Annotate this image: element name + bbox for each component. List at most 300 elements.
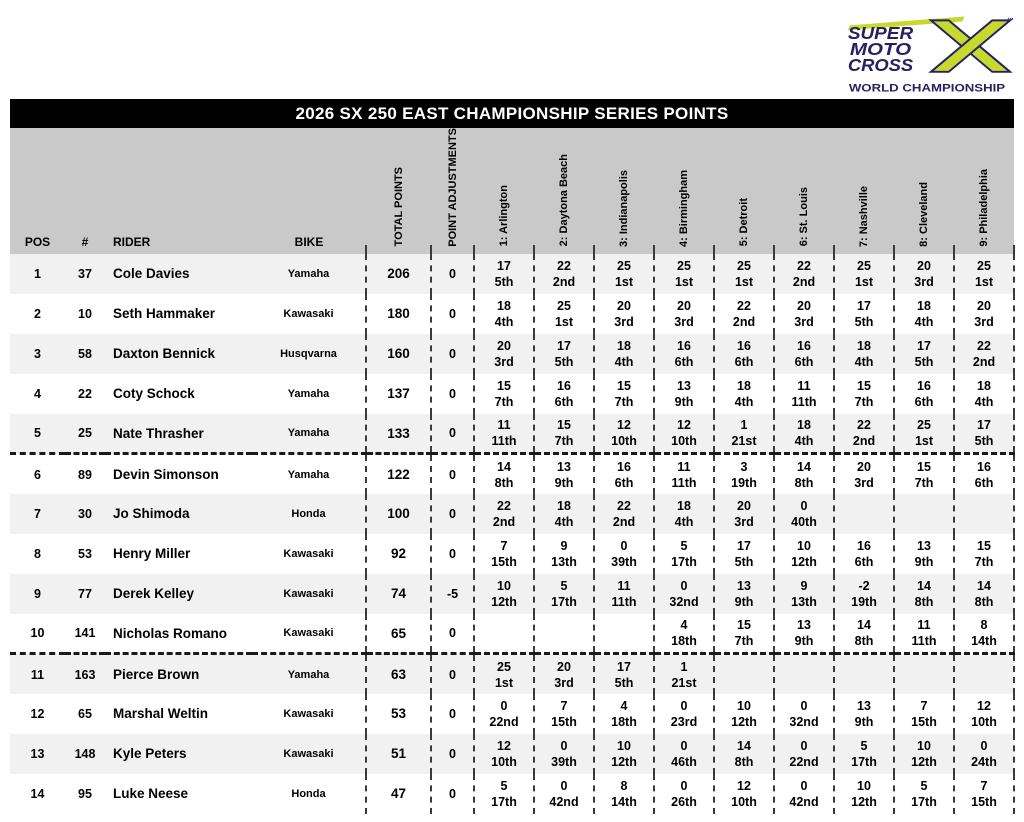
race-points: 14 xyxy=(977,578,991,593)
race-result-cell xyxy=(474,334,534,374)
race-finish: 9th xyxy=(854,714,874,729)
bike-cell: Yamaha xyxy=(287,668,330,681)
rider-row xyxy=(10,454,1014,494)
rider-row xyxy=(10,294,1014,334)
race-finish: 2nd xyxy=(612,514,636,529)
race-result-cell xyxy=(534,734,594,774)
race-points: 10 xyxy=(497,578,511,593)
number-cell: 25 xyxy=(65,414,105,454)
total-points-cell: 180 xyxy=(366,294,431,334)
race-result-cell xyxy=(714,574,774,614)
race-result-cell xyxy=(834,374,894,414)
race-result-cell xyxy=(594,454,654,494)
race-finish: 8th xyxy=(794,475,814,490)
pos-cell: 13 xyxy=(30,746,45,761)
total-points-cell: 137 xyxy=(366,374,431,414)
race-result-cell xyxy=(654,694,714,734)
race-finish: 17th xyxy=(911,794,937,809)
race-finish: 17th xyxy=(491,794,517,809)
race-finish: 10th xyxy=(671,434,697,449)
rider-cell: Seth Hammaker xyxy=(113,306,216,322)
race-result-cell xyxy=(954,774,1014,814)
pos-cell: 2 xyxy=(34,306,41,321)
race-result-cell xyxy=(654,574,714,614)
race-points: 18 xyxy=(677,498,691,513)
race-result-cell xyxy=(474,494,534,534)
race-finish: 15th xyxy=(491,554,517,569)
pos-cell: 9 xyxy=(34,586,41,601)
race-points: 11 xyxy=(677,459,691,474)
race-points: 7 xyxy=(500,538,508,553)
race-finish: 9th xyxy=(794,634,814,649)
race-points: 0 xyxy=(800,738,808,753)
race-result-cell xyxy=(954,454,1014,494)
total-points-cell: 92 xyxy=(366,534,431,574)
race-finish: 6th xyxy=(914,394,934,409)
rider-row xyxy=(10,334,1014,374)
race-finish: 9th xyxy=(734,594,754,609)
round-header xyxy=(894,128,954,254)
race-finish: 4th xyxy=(794,434,814,449)
race-finish: 13th xyxy=(551,554,577,569)
race-result-cell xyxy=(834,334,894,374)
bike-cell: Honda xyxy=(291,787,326,800)
race-finish: 10th xyxy=(491,754,517,769)
race-result-cell xyxy=(894,654,954,694)
bike-cell: Kawasaki xyxy=(283,547,334,560)
race-finish: 12th xyxy=(911,754,937,769)
race-finish: 17th xyxy=(851,754,877,769)
race-points: 18 xyxy=(917,298,931,313)
point-adjustments-header-label: POINT ADJUSTMENTS xyxy=(446,128,459,247)
race-points: 12 xyxy=(677,418,691,433)
race-finish: 24th xyxy=(971,754,997,769)
race-points: 11 xyxy=(617,578,631,593)
race-finish: 3rd xyxy=(554,675,574,690)
race-finish: 11th xyxy=(911,634,937,649)
race-result-cell xyxy=(714,614,774,654)
race-points: -2 xyxy=(858,578,870,593)
point-adjustments-cell: 0 xyxy=(431,294,474,334)
race-result-cell xyxy=(834,774,894,814)
race-result-cell xyxy=(834,694,894,734)
race-result-cell xyxy=(474,254,534,294)
race-result-cell xyxy=(894,694,954,734)
round-header-label: 2: Daytona Beach xyxy=(558,154,570,247)
round-header-label: 5: Detroit xyxy=(738,198,750,247)
rider-row xyxy=(10,654,1014,694)
race-points: 15 xyxy=(977,538,991,553)
pos-cell: 10 xyxy=(10,614,65,654)
rider-row xyxy=(10,574,1014,614)
race-finish: 3rd xyxy=(734,514,754,529)
race-points: 16 xyxy=(857,538,871,553)
race-finish: 7th xyxy=(914,475,934,490)
number-cell: 65 xyxy=(78,706,92,721)
number-cell: 89 xyxy=(78,467,92,482)
race-finish: 26th xyxy=(671,794,697,809)
rider-row xyxy=(10,254,1014,294)
race-finish: 5th xyxy=(914,354,934,369)
race-finish: 32nd xyxy=(669,594,699,609)
race-points: 13 xyxy=(557,459,571,474)
race-result-cell xyxy=(654,534,714,574)
rider-row xyxy=(10,494,1014,534)
point-adjustments-cell: 0 xyxy=(431,414,474,454)
race-points: 0 xyxy=(800,498,808,513)
race-points: 20 xyxy=(677,298,691,313)
race-points: 10 xyxy=(917,738,931,753)
point-adjustments-cell: 0 xyxy=(431,254,474,294)
race-points: 25 xyxy=(977,258,991,273)
point-adjustments-cell: 0 xyxy=(431,694,474,734)
number-cell: 95 xyxy=(78,786,92,801)
bike-cell: Honda xyxy=(291,507,326,520)
race-finish: 4th xyxy=(554,514,574,529)
race-result-cell xyxy=(534,614,594,654)
bike-cell: Kawasaki xyxy=(283,747,334,760)
race-result-cell xyxy=(714,534,774,574)
race-finish: 40th xyxy=(791,514,817,529)
race-result-cell xyxy=(654,774,714,814)
race-finish: 14th xyxy=(971,634,997,649)
race-finish: 4th xyxy=(494,314,514,329)
race-points: 15 xyxy=(917,459,931,474)
race-points: 11 xyxy=(917,618,931,633)
race-points: 16 xyxy=(677,338,691,353)
rider-cell: Jo Shimoda xyxy=(113,506,190,522)
race-finish: 22nd xyxy=(789,754,819,769)
race-finish: 7th xyxy=(734,634,754,649)
rider-cell: Luke Neese xyxy=(113,786,189,802)
race-points: 14 xyxy=(797,459,811,474)
bike-cell: Kawasaki xyxy=(283,587,334,600)
total-points-header-label: TOTAL POINTS xyxy=(392,167,405,247)
total-points-cell: 53 xyxy=(366,694,431,734)
race-points: 13 xyxy=(677,378,691,393)
race-result-cell xyxy=(894,534,954,574)
race-points: 17 xyxy=(977,418,991,433)
race-result-cell xyxy=(774,454,834,494)
race-result-cell xyxy=(774,494,834,534)
race-points: 5 xyxy=(860,738,868,753)
total-points-cell: 206 xyxy=(366,254,431,294)
race-points: 22 xyxy=(737,298,751,313)
race-finish: 8th xyxy=(494,475,514,490)
race-finish: 32nd xyxy=(789,714,819,729)
race-finish: 8th xyxy=(974,594,994,609)
rider-cell: Pierce Brown xyxy=(113,667,200,683)
race-result-cell xyxy=(474,774,534,814)
race-points: 17 xyxy=(737,538,751,553)
race-result-cell xyxy=(954,414,1014,454)
race-result-cell xyxy=(654,374,714,414)
race-points: 0 xyxy=(980,738,988,753)
race-points: 0 xyxy=(800,778,808,793)
race-points: 14 xyxy=(737,738,751,753)
race-result-cell xyxy=(954,534,1014,574)
race-finish: 5th xyxy=(974,434,994,449)
race-result-cell xyxy=(654,494,714,534)
number-cell: 58 xyxy=(78,346,92,361)
race-result-cell xyxy=(714,414,774,454)
race-result-cell xyxy=(834,614,894,654)
race-result-cell xyxy=(534,534,594,574)
round-header xyxy=(714,128,774,254)
pos-cell: 1 xyxy=(34,266,41,281)
race-finish: 3rd xyxy=(794,314,814,329)
race-result-cell xyxy=(594,494,654,534)
race-finish: 2nd xyxy=(972,354,996,369)
race-finish: 11th xyxy=(611,594,637,609)
race-points: 14 xyxy=(917,578,931,593)
race-finish: 8th xyxy=(914,594,934,609)
race-result-cell xyxy=(714,334,774,374)
race-points: 13 xyxy=(917,538,931,553)
race-finish: 39th xyxy=(551,754,577,769)
race-result-cell xyxy=(534,414,594,454)
rider-cell: Cole Davies xyxy=(113,266,190,282)
point-adjustments-cell: 0 xyxy=(431,334,474,374)
point-adjustments-cell: 0 xyxy=(431,734,474,774)
race-result-cell xyxy=(954,614,1014,654)
race-points: 22 xyxy=(797,258,811,273)
total-points-cell: 51 xyxy=(366,734,431,774)
race-finish: 9th xyxy=(914,554,934,569)
race-points: 13 xyxy=(797,618,811,633)
round-header-label: 7: Nashville xyxy=(858,185,870,247)
race-points: 0 xyxy=(620,538,628,553)
race-result-cell xyxy=(714,454,774,494)
race-result-cell xyxy=(594,534,654,574)
race-result-cell xyxy=(714,694,774,734)
race-points: 20 xyxy=(557,659,571,674)
race-result-cell xyxy=(834,734,894,774)
pos-cell: 12 xyxy=(30,706,45,721)
race-finish: 3rd xyxy=(614,314,634,329)
race-result-cell xyxy=(774,374,834,414)
number-header: # xyxy=(65,128,105,254)
race-result-cell xyxy=(474,694,534,734)
rider-row xyxy=(10,734,1014,774)
race-result-cell xyxy=(534,294,594,334)
race-result-cell xyxy=(834,254,894,294)
race-finish: 1st xyxy=(974,274,994,289)
race-points: 25 xyxy=(737,258,751,273)
race-result-cell xyxy=(474,374,534,414)
race-finish: 12th xyxy=(791,554,817,569)
race-points: 7 xyxy=(920,698,928,713)
race-points: 7 xyxy=(560,698,568,713)
race-result-cell xyxy=(714,254,774,294)
race-result-cell xyxy=(474,654,534,694)
race-points: 15 xyxy=(617,378,631,393)
race-points: 7 xyxy=(980,778,988,793)
race-points: 18 xyxy=(737,378,751,393)
total-points-cell: 122 xyxy=(366,454,431,494)
race-result-cell xyxy=(714,294,774,334)
rider-row xyxy=(10,694,1014,734)
race-points: 22 xyxy=(857,418,871,433)
race-result-cell xyxy=(714,374,774,414)
race-finish: 2nd xyxy=(852,434,876,449)
rider-cell: Daxton Bennick xyxy=(113,346,216,362)
race-result-cell xyxy=(954,734,1014,774)
race-points: 18 xyxy=(497,298,511,313)
bike-cell: Husqvarna xyxy=(280,347,337,360)
logo-word-cross: CROSS xyxy=(847,54,914,75)
race-finish: 42nd xyxy=(549,794,579,809)
round-header-label: 1: Arlington xyxy=(498,185,510,247)
race-finish: 4th xyxy=(854,354,874,369)
race-result-cell xyxy=(774,774,834,814)
number-cell: 22 xyxy=(78,386,92,401)
race-finish: 5th xyxy=(554,354,574,369)
race-points: 0 xyxy=(680,778,688,793)
round-header xyxy=(834,128,894,254)
race-finish: 3rd xyxy=(914,274,934,289)
rider-cell: Derek Kelley xyxy=(113,586,195,602)
point-adjustments-header xyxy=(431,128,474,254)
race-result-cell xyxy=(894,294,954,334)
race-points: 16 xyxy=(737,338,751,353)
round-header xyxy=(474,128,534,254)
race-finish: 42nd xyxy=(789,794,819,809)
race-finish: 21st xyxy=(671,675,697,690)
race-result-cell xyxy=(834,454,894,494)
smx-x-icon xyxy=(931,20,1010,71)
race-result-cell xyxy=(894,374,954,414)
pos-cell: 7 xyxy=(34,506,41,521)
pos-cell: 14 xyxy=(30,786,45,801)
race-result-cell xyxy=(834,294,894,334)
race-finish: 4th xyxy=(614,354,634,369)
total-points-cell: 160 xyxy=(366,334,431,374)
race-finish: 15th xyxy=(971,794,997,809)
pos-cell: 11 xyxy=(30,667,45,682)
race-points: 13 xyxy=(737,578,751,593)
race-result-cell xyxy=(774,534,834,574)
race-finish: 15th xyxy=(551,714,577,729)
race-points: 0 xyxy=(560,778,568,793)
race-finish: 1st xyxy=(554,314,574,329)
race-finish: 10th xyxy=(971,714,997,729)
race-points: 5 xyxy=(500,778,508,793)
race-points: 25 xyxy=(497,659,511,674)
race-points: 1 xyxy=(680,659,688,674)
race-result-cell xyxy=(594,654,654,694)
race-points: 11 xyxy=(797,378,811,393)
race-result-cell xyxy=(834,574,894,614)
race-points: 10 xyxy=(737,698,751,713)
race-points: 15 xyxy=(737,618,751,633)
rider-row xyxy=(10,374,1014,414)
number-cell: 37 xyxy=(78,266,92,281)
race-points: 18 xyxy=(557,498,571,513)
race-finish: 3rd xyxy=(674,314,694,329)
race-finish: 6th xyxy=(974,475,994,490)
total-points-cell: 100 xyxy=(366,494,431,534)
race-finish: 8th xyxy=(734,754,754,769)
race-points: 17 xyxy=(557,338,571,353)
race-points: 10 xyxy=(857,778,871,793)
race-result-cell xyxy=(834,494,894,534)
race-finish: 2nd xyxy=(492,514,516,529)
race-finish: 1st xyxy=(854,274,874,289)
race-finish: 14th xyxy=(611,794,637,809)
race-result-cell xyxy=(534,574,594,614)
race-result-cell xyxy=(834,654,894,694)
race-finish: 8th xyxy=(854,634,874,649)
race-finish: 6th xyxy=(674,354,694,369)
race-points: 0 xyxy=(500,698,508,713)
race-points: 11 xyxy=(497,418,511,433)
race-finish: 3rd xyxy=(494,354,514,369)
point-adjustments-cell: -5 xyxy=(431,574,474,614)
race-points: 15 xyxy=(557,418,571,433)
race-result-cell xyxy=(594,734,654,774)
round-header-label: 3: Indianapolis xyxy=(618,169,630,247)
race-result-cell xyxy=(894,574,954,614)
rider-cell: Nicholas Romano xyxy=(105,614,252,654)
race-points: 0 xyxy=(800,698,808,713)
race-points: 3 xyxy=(740,459,748,474)
pos-header: POS xyxy=(10,128,65,254)
race-points: 20 xyxy=(857,459,871,474)
race-finish: 11th xyxy=(671,475,697,490)
race-finish: 13th xyxy=(791,594,817,609)
race-points: 17 xyxy=(857,298,871,313)
race-points: 16 xyxy=(557,378,571,393)
race-result-cell xyxy=(474,414,534,454)
series-title-bar xyxy=(10,99,1014,128)
race-points: 25 xyxy=(557,298,571,313)
race-result-cell xyxy=(654,254,714,294)
round-header xyxy=(954,128,1014,254)
race-result-cell xyxy=(534,774,594,814)
race-finish: 21st xyxy=(731,434,757,449)
round-header xyxy=(534,128,594,254)
race-points: 1 xyxy=(740,418,748,433)
race-result-cell xyxy=(474,734,534,774)
point-adjustments-cell: 0 xyxy=(431,374,474,414)
race-result-cell xyxy=(594,374,654,414)
race-finish: 5th xyxy=(494,274,514,289)
race-finish: 12th xyxy=(731,714,757,729)
race-result-cell xyxy=(894,774,954,814)
number-cell: 148 xyxy=(74,746,96,761)
race-result-cell xyxy=(954,574,1014,614)
race-points: 12 xyxy=(617,418,631,433)
race-points: 18 xyxy=(617,338,631,353)
race-finish: 18th xyxy=(671,634,697,649)
race-finish: 2nd xyxy=(732,314,756,329)
race-result-cell xyxy=(954,334,1014,374)
race-points: 12 xyxy=(977,698,991,713)
race-points: 16 xyxy=(917,378,931,393)
race-result-cell xyxy=(654,414,714,454)
race-points: 16 xyxy=(797,338,811,353)
race-points: 20 xyxy=(917,258,931,273)
race-points: 0 xyxy=(680,578,688,593)
race-points: 22 xyxy=(497,498,511,513)
race-result-cell xyxy=(774,294,834,334)
race-result-cell xyxy=(594,574,654,614)
race-points: 4 xyxy=(620,698,628,713)
series-title: 2026 SX 250 EAST CHAMPIONSHIP SERIES POINTS xyxy=(295,103,729,123)
race-result-cell xyxy=(474,294,534,334)
logo-trademark: ™ xyxy=(1007,17,1014,25)
